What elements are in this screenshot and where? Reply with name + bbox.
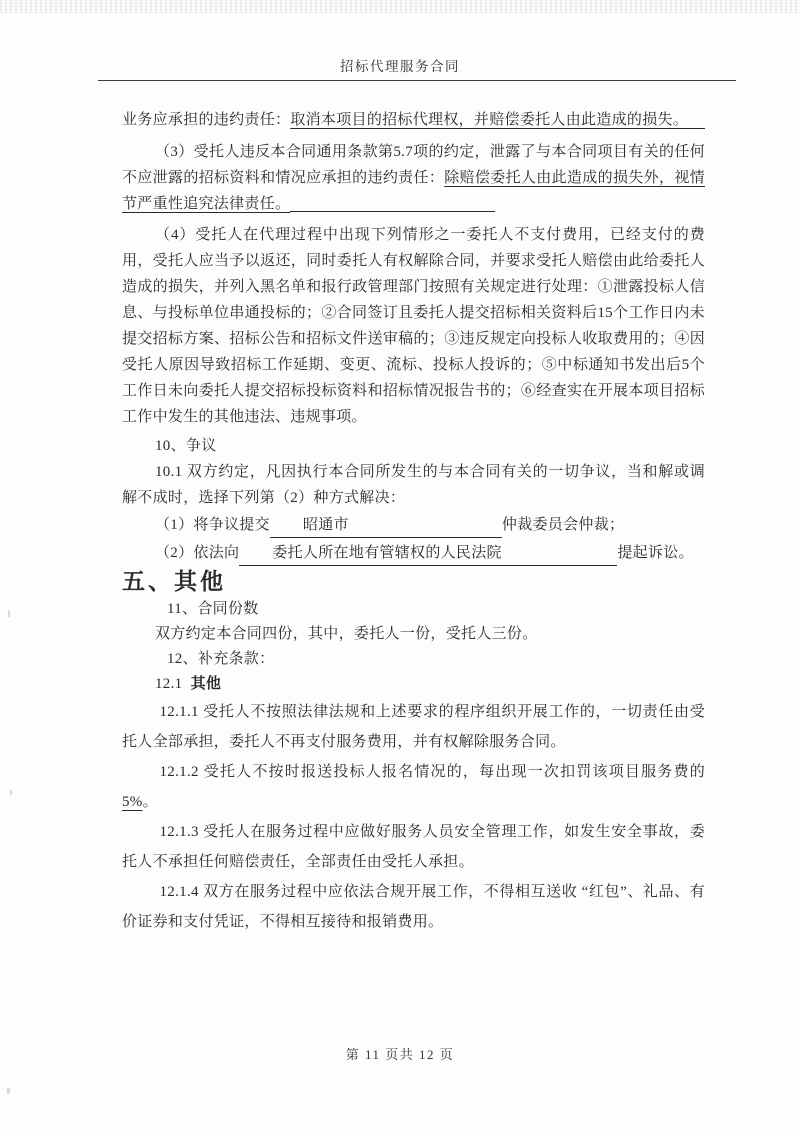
heading-12-supplementary: 12、补充条款： [167,651,275,667]
header-divider [98,80,736,81]
underline-fill [688,107,705,129]
para-12-1-2-percent: 5% [122,794,143,810]
heading-10-disputes: 10、争议 [155,438,217,454]
option-1-prefix: （1）将争议提交 [155,517,270,533]
para-12-1-3: 12.1.3 受托人在服务过程中应做好服务人员安全管理工作，如发生安全事故，委托人不承担任何赔偿责任，全部责任由受托人承担。 [122,824,705,870]
clause-3-normal: （3）受托人违反本合同通用条款第5.7项的约定，泄露了与本合同项目有关的任何不应泄露的招标资料和情况应承担的违约责任： [122,144,705,186]
option-2-prefix: （2）依法向 [155,545,240,561]
scan-noise-speck [7,1088,10,1094]
heading-12-1-other [122,672,705,697]
page-number: 第 11 页共 12 页 [345,1047,455,1062]
para-12-1-2-normal: 12.1.2 受托人不按时报送投标人报名情况的，每出现一次扣罚该项目服务费的 [159,764,705,780]
para-clause-3 [122,139,705,217]
option-1-suffix: 仲裁委员会仲裁； [501,517,625,533]
option-1-blank-field: 昭通市 [270,513,502,538]
para-12-1-1: 12.1.1 受托人不按照法律法规和上述要求的程序组织开展工作的，一切责任由受托人全部承担，委托人不再支付服务费用，并有权解除服务合同。 [122,704,705,750]
para-clause-4: （4）受托人在代理过程中出现下列情形之一委托人不支付费用，已经支付的费用，受托人应当予以返还，同时委托人有权解除合同，并要求受托人赔偿由此给委托人造成的损失，并列入黑名单和报行政管理部门按照有关规定进行处理：①泄露投标人信息、与投标单位串通投标的；②合同签订且委托人提交招标相关资料后15个工作日内未提交招标方案、招标公告和招标文件送审稿的；③违反规定向投标人收取费用的；④因受托人原因导致招标工作延期、变更、流标、投标人投诉的；⑤中标通知书发出后5个工作日未向委托人提交招标投标资料和招标情况报告书的；⑥经查实在开展本项目招标工作中发生的其他违法、违规事项。 [122,227,705,425]
underline-fill [290,196,495,212]
para-11-copies: 双方约定本合同四份，其中，委托人一份，受托人三份。 [155,626,538,642]
scan-noise-speck [8,610,10,617]
option-2-suffix: 提起诉讼。 [617,545,694,561]
document-title: 招标代理服务合同 [340,59,460,74]
para-carryover-underlined: 取消本项目的招标代理权，并赔偿委托人由此造成的损失。 [290,112,689,128]
para-option-1 [122,511,705,539]
heading-section-5-other: 五、其他 [122,569,226,594]
scan-artifact-band [0,0,800,13]
heading-12-1-number: 12.1 [155,676,183,692]
para-12-1-4: 12.1.4 双方在服务过程中应依法合规开展工作，不得相互送收 “红包”、礼品、有价证券和支付凭证，不得相互接待和报销费用。 [122,884,705,930]
para-carryover-normal: 业务应承担的违约责任： [122,112,291,128]
scan-noise-speck [10,790,12,795]
heading-12-1-label: 其他 [190,676,222,692]
para-carryover [122,107,705,133]
heading-11-copies: 11、合同份数 [167,601,259,617]
contract-body [122,107,705,937]
option-2-blank-field: 委托人所在地有管辖权的人民法院 [239,541,617,566]
para-option-2 [122,539,705,567]
para-12-1-2 [122,757,705,817]
para-12-1-2-tail: 。 [142,794,158,810]
para-10-1: 10.1 双方约定，凡因执行本合同所发生的与本合同有关的一切争议，当和解或调解不成时，选择下列第（2）种方式解决： [122,464,705,506]
clause-3-underlined: 除赔偿委托人由此造成的损失外，视情节严重性追究法律责任。 [122,170,705,212]
